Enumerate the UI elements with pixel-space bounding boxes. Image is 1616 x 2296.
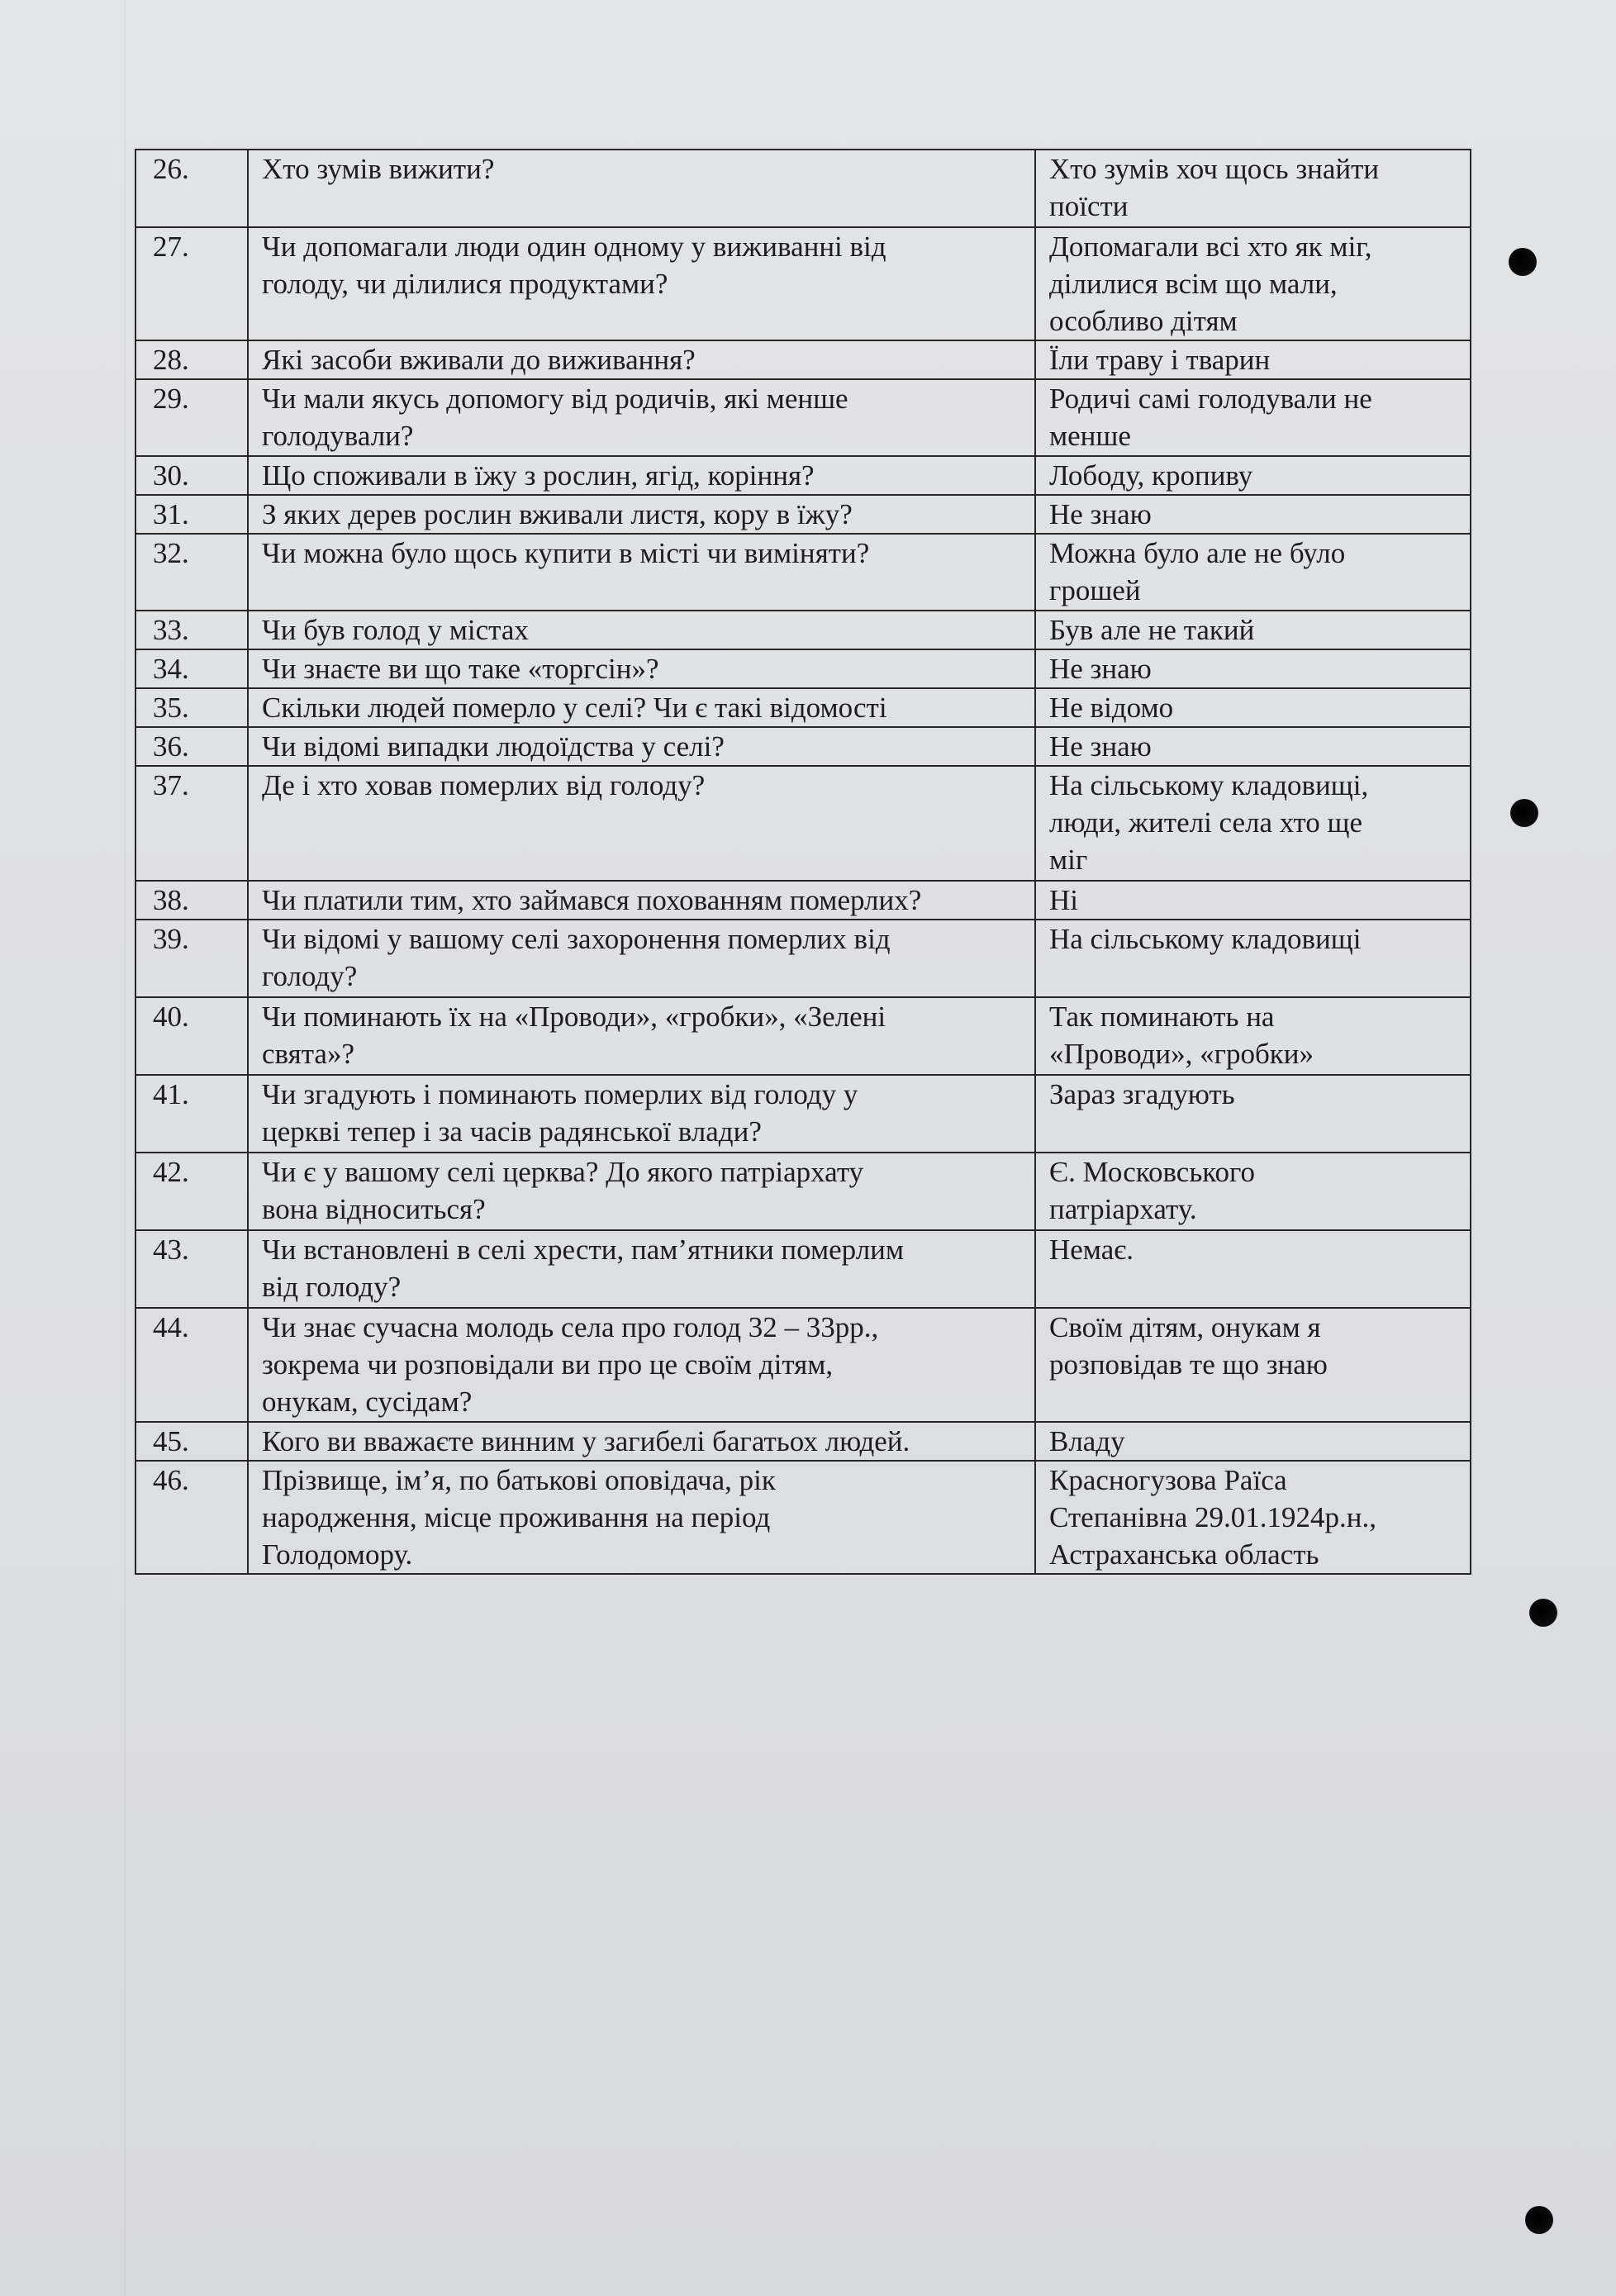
- table-row: [135, 1153, 1471, 1230]
- table-row: [135, 1075, 1471, 1153]
- answer-text: Не знаю: [1035, 649, 1471, 688]
- question-text: Хто зумів вижити?: [248, 150, 1035, 227]
- question-number: 28.: [135, 340, 248, 379]
- question-text: Чи згадують і поминають померлих від голоду у церкві тепер і за часів радянської влади?: [248, 1075, 1035, 1153]
- question-number: 44.: [135, 1308, 248, 1422]
- answer-text: Їли траву і тварин: [1035, 340, 1471, 379]
- answer-text: Владу: [1035, 1422, 1471, 1461]
- question-number: 32.: [135, 534, 248, 611]
- question-number: 40.: [135, 997, 248, 1075]
- table-row: [135, 495, 1471, 534]
- table-row: [135, 150, 1471, 227]
- question-number: 26.: [135, 150, 248, 227]
- answer-text: Можна було але не було грошей: [1035, 534, 1471, 611]
- answer-text: Родичі самі голодували не менше: [1035, 379, 1471, 456]
- question-text: Де і хто ховав померлих від голоду?: [248, 766, 1035, 881]
- punch-hole-1: [1509, 248, 1537, 276]
- question-text: Кого ви вважаєте винним у загибелі багатьох людей.: [248, 1422, 1035, 1461]
- question-number: 37.: [135, 766, 248, 881]
- answer-text: Так поминають на «Проводи», «гробки»: [1035, 997, 1471, 1075]
- answer-text: На сільському кладовищі: [1035, 920, 1471, 997]
- question-text: Чи знаєте ви що таке «торгсін»?: [248, 649, 1035, 688]
- question-text: Чи поминають їх на «Проводи», «гробки», «Зелені свята»?: [248, 997, 1035, 1075]
- table-row: [135, 1422, 1471, 1461]
- question-number: 36.: [135, 727, 248, 766]
- answer-text: Не знаю: [1035, 495, 1471, 534]
- question-text: Чи мали якусь допомогу від родичів, які менше голодували?: [248, 379, 1035, 456]
- answer-text: Хто зумів хоч щось знайти поїсти: [1035, 150, 1471, 227]
- page-edge-shadow: [124, 0, 126, 2296]
- question-number: 41.: [135, 1075, 248, 1153]
- answer-text: Був але не такий: [1035, 611, 1471, 649]
- answer-text: Зараз згадують: [1035, 1075, 1471, 1153]
- answer-text: Красногузова Раїса Степанівна 29.01.1924р.н., Астраханська область: [1035, 1461, 1471, 1574]
- answer-text: Своїм дітям, онукам я розповідав те що знаю: [1035, 1308, 1471, 1422]
- question-number: 27.: [135, 227, 248, 340]
- punch-hole-2: [1510, 799, 1538, 827]
- question-text: Чи платили тим, хто займався похованням померлих?: [248, 881, 1035, 920]
- table-row: [135, 534, 1471, 611]
- answer-text: Немає.: [1035, 1230, 1471, 1308]
- question-number: 43.: [135, 1230, 248, 1308]
- survey-table: [135, 149, 1471, 1575]
- question-text: Чи знає сучасна молодь села про голод 32 – 33рр., зокрема чи розповідали ви про це своїм дітям, онукам, сусідам?: [248, 1308, 1035, 1422]
- table-row: [135, 1461, 1471, 1574]
- question-text: Чи відомі випадки людоїдства у селі?: [248, 727, 1035, 766]
- table-row: [135, 340, 1471, 379]
- table-row: [135, 379, 1471, 456]
- question-number: 29.: [135, 379, 248, 456]
- question-text: Прізвище, ім’я, по батькові оповідача, рік народження, місце проживання на період Голодомору.: [248, 1461, 1035, 1574]
- table-row: [135, 997, 1471, 1075]
- question-text: З яких дерев рослин вживали листя, кору в їжу?: [248, 495, 1035, 534]
- question-number: 34.: [135, 649, 248, 688]
- survey-table-body: [135, 150, 1471, 1574]
- question-text: Які засоби вживали до виживання?: [248, 340, 1035, 379]
- question-number: 39.: [135, 920, 248, 997]
- question-text: Чи є у вашому селі церква? До якого патріархату вона відноситься?: [248, 1153, 1035, 1230]
- question-text: Чи можна було щось купити в місті чи виміняти?: [248, 534, 1035, 611]
- table-row: [135, 766, 1471, 881]
- question-number: 45.: [135, 1422, 248, 1461]
- question-number: 31.: [135, 495, 248, 534]
- table-row: [135, 688, 1471, 727]
- question-text: Скільки людей померло у селі? Чи є такі відомості: [248, 688, 1035, 727]
- answer-text: Не знаю: [1035, 727, 1471, 766]
- answer-text: Ні: [1035, 881, 1471, 920]
- answer-text: На сільському кладовищі, люди, жителі села хто ще міг: [1035, 766, 1471, 881]
- question-text: Чи відомі у вашому селі захоронення померлих від голоду?: [248, 920, 1035, 997]
- question-number: 33.: [135, 611, 248, 649]
- question-number: 46.: [135, 1461, 248, 1574]
- table-row: [135, 1230, 1471, 1308]
- table-row: [135, 227, 1471, 340]
- question-number: 35.: [135, 688, 248, 727]
- answer-text: Допомагали всі хто як міг, ділилися всім що мали, особливо дітям: [1035, 227, 1471, 340]
- table-row: [135, 727, 1471, 766]
- answer-text: Не відомо: [1035, 688, 1471, 727]
- question-number: 30.: [135, 456, 248, 495]
- answer-text: Є. Московського патріархату.: [1035, 1153, 1471, 1230]
- punch-hole-4: [1525, 2206, 1553, 2234]
- question-number: 42.: [135, 1153, 248, 1230]
- table-row: [135, 649, 1471, 688]
- table-row: [135, 920, 1471, 997]
- table-row: [135, 611, 1471, 649]
- table-row: [135, 881, 1471, 920]
- question-text: Чи допомагали люди один одному у виживанні від голоду, чи ділилися продуктами?: [248, 227, 1035, 340]
- question-text: Чи був голод у містах: [248, 611, 1035, 649]
- answer-text: Лободу, кропиву: [1035, 456, 1471, 495]
- table-row: [135, 1308, 1471, 1422]
- question-text: Що споживали в їжу з рослин, ягід, коріння?: [248, 456, 1035, 495]
- punch-hole-3: [1529, 1599, 1557, 1627]
- table-row: [135, 456, 1471, 495]
- question-text: Чи встановлені в селі хрести, пам’ятники померлим від голоду?: [248, 1230, 1035, 1308]
- question-number: 38.: [135, 881, 248, 920]
